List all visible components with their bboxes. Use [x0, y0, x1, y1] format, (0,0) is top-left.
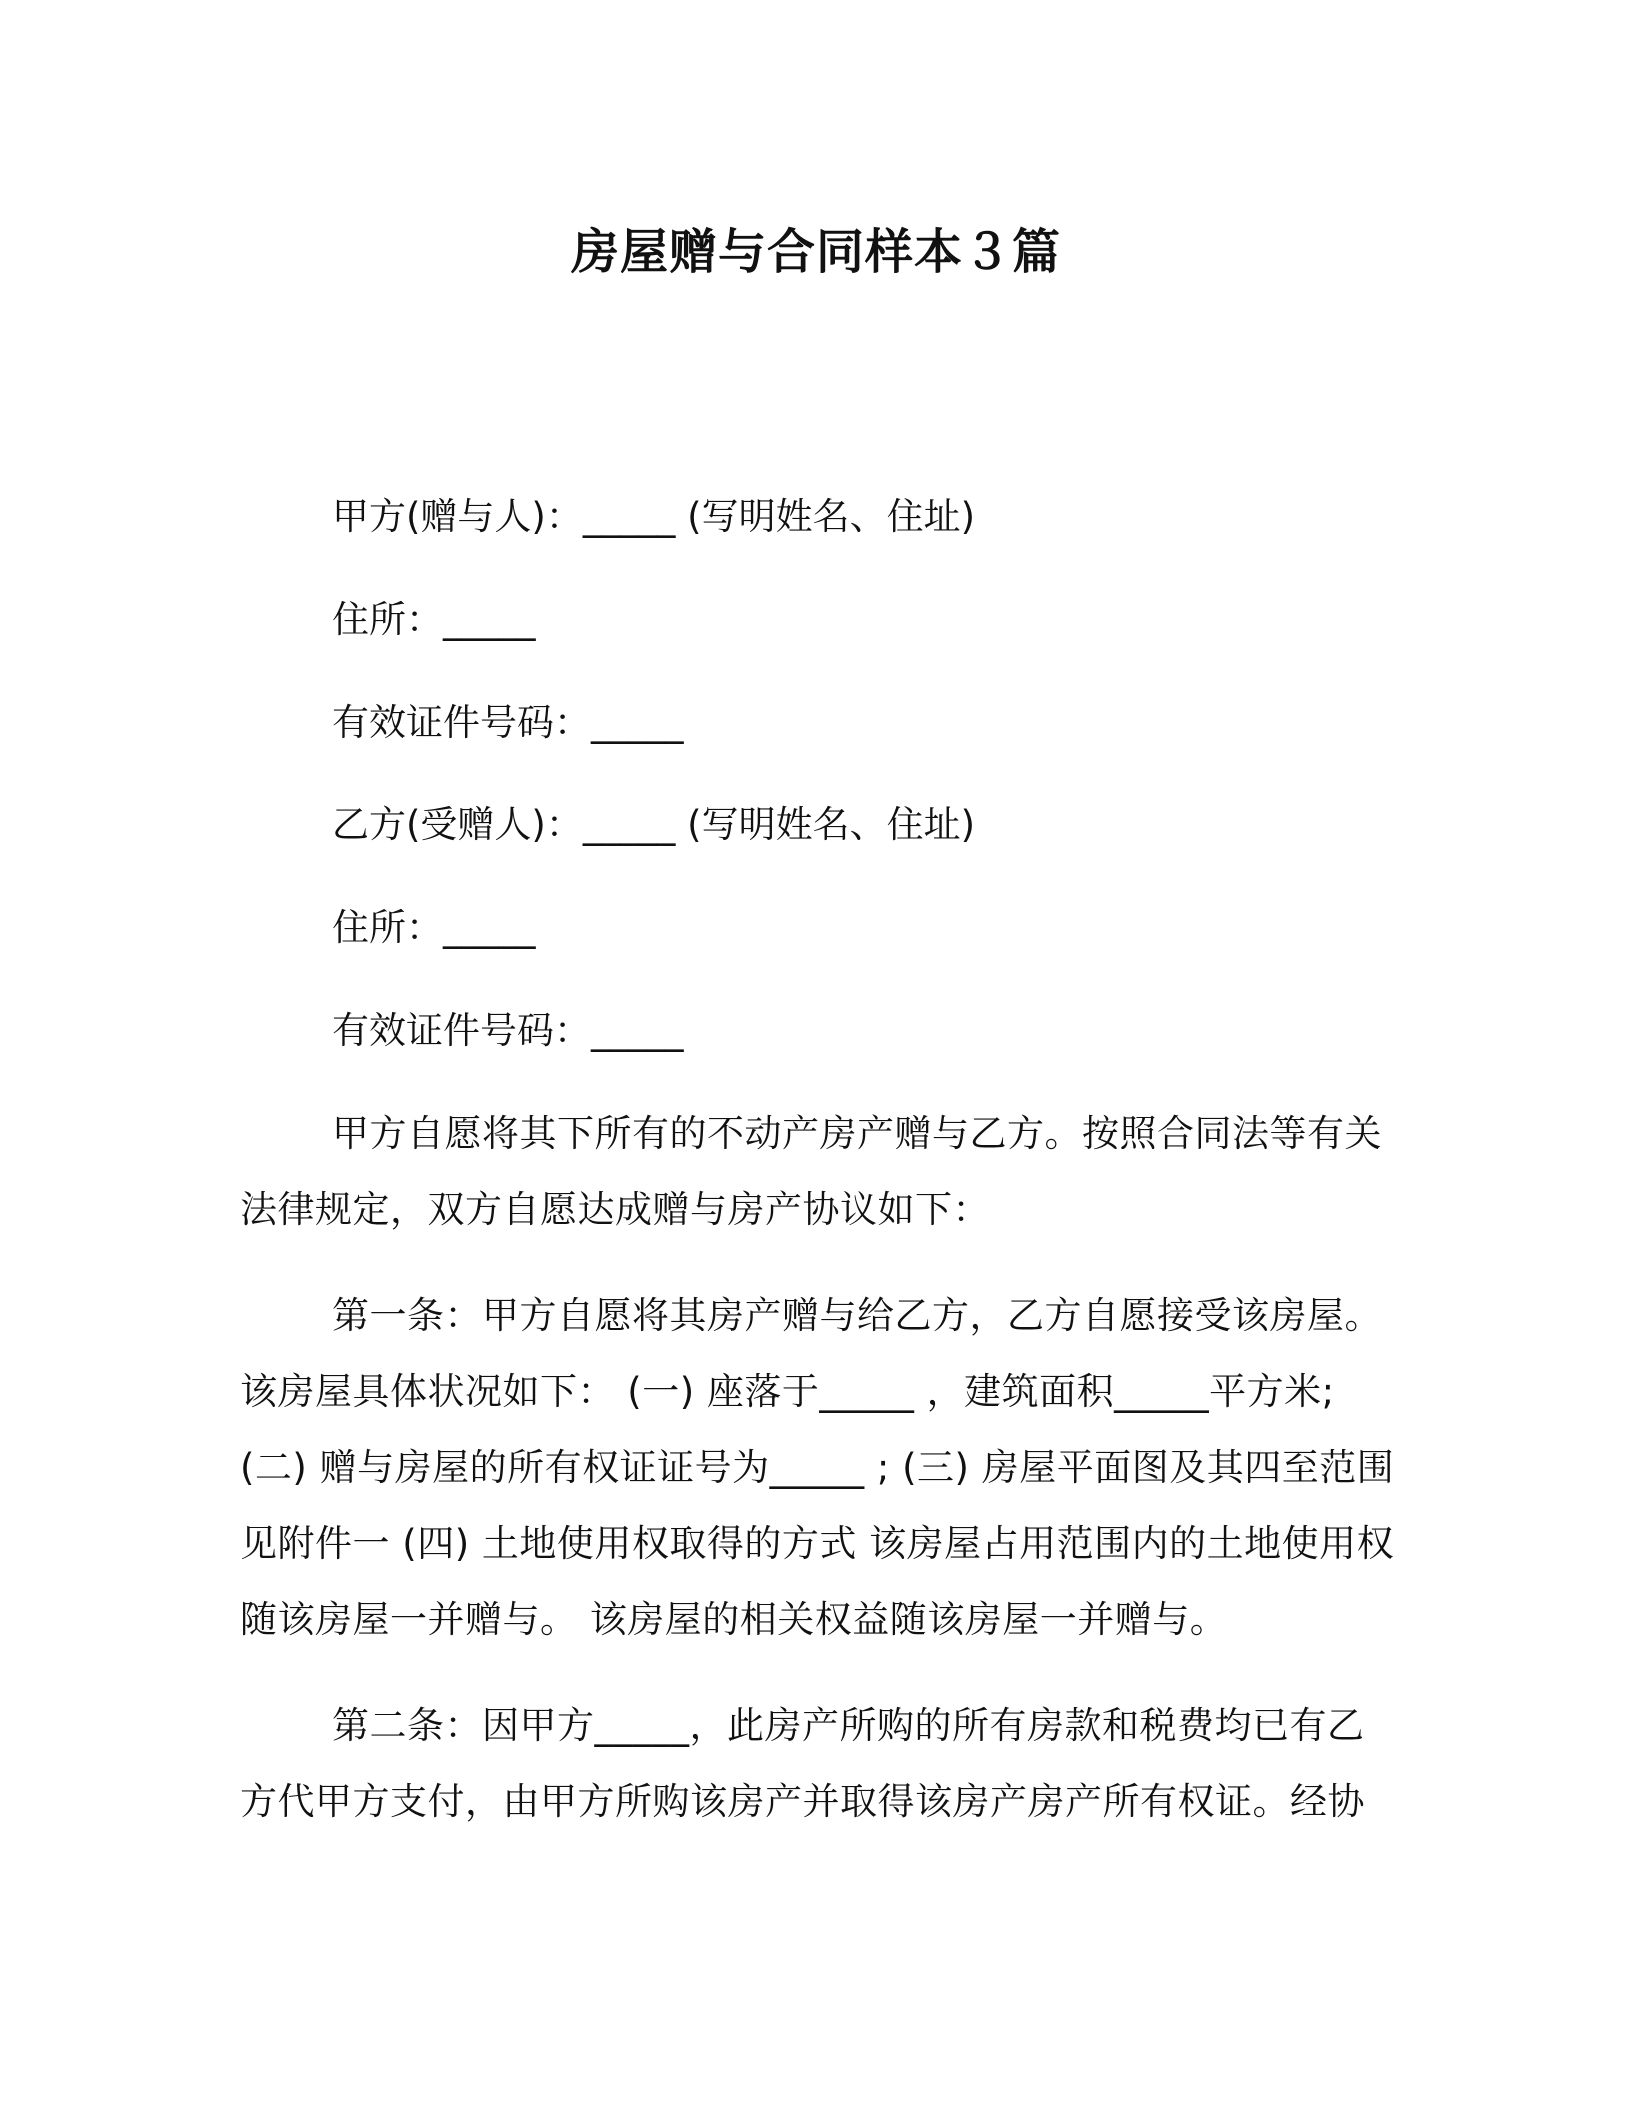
party-a-residence: 住所：_____	[332, 598, 536, 641]
article-1-line: 第一条：甲方自愿将其房产赠与给乙方，乙方自愿接受该房屋。	[332, 1294, 1382, 1337]
article-1-line: (二) 赠与房屋的所有权证证号为_____ ; (三) 房屋平面图及其四至范围	[240, 1446, 1395, 1489]
article-1-paragraph	[240, 1278, 1395, 1658]
intro-paragraph	[240, 1096, 1380, 1248]
party-a-line: 甲方(赠与人)：_____ (写明姓名、住址)	[332, 495, 976, 538]
party-b-id-number: 有效证件号码：_____	[332, 1009, 684, 1052]
article-2-line: 第二条：因甲方_____，此房产所购的所有房款和税费均已有乙	[332, 1704, 1365, 1747]
article-2-paragraph	[240, 1688, 1380, 1840]
party-b-residence: 住所：_____	[332, 906, 536, 949]
intro-line: 甲方自愿将其下所有的不动产房产赠与乙方。按照合同法等有关	[332, 1112, 1382, 1155]
party-b-line: 乙方(受赠人)：_____ (写明姓名、住址)	[332, 803, 976, 846]
article-1-line: 随该房屋一并赠与。 该房屋的相关权益随该房屋一并赠与。	[240, 1598, 1228, 1641]
article-2-line: 方代甲方支付，由甲方所购该房产并取得该房产房产所有权证。经协	[240, 1780, 1365, 1823]
intro-line: 法律规定，双方自愿达成赠与房产协议如下：	[240, 1188, 990, 1231]
document-title: 房屋赠与合同样本３篇	[570, 224, 1061, 280]
party-a-id-number: 有效证件号码：_____	[332, 701, 684, 744]
article-1-line: 见附件一 (四) 土地使用权取得的方式 该房屋占用范围内的土地使用权	[240, 1522, 1395, 1565]
article-1-line: 该房屋具体状况如下： (一) 座落于_____ ，建筑面积_____平方米;	[240, 1370, 1335, 1413]
